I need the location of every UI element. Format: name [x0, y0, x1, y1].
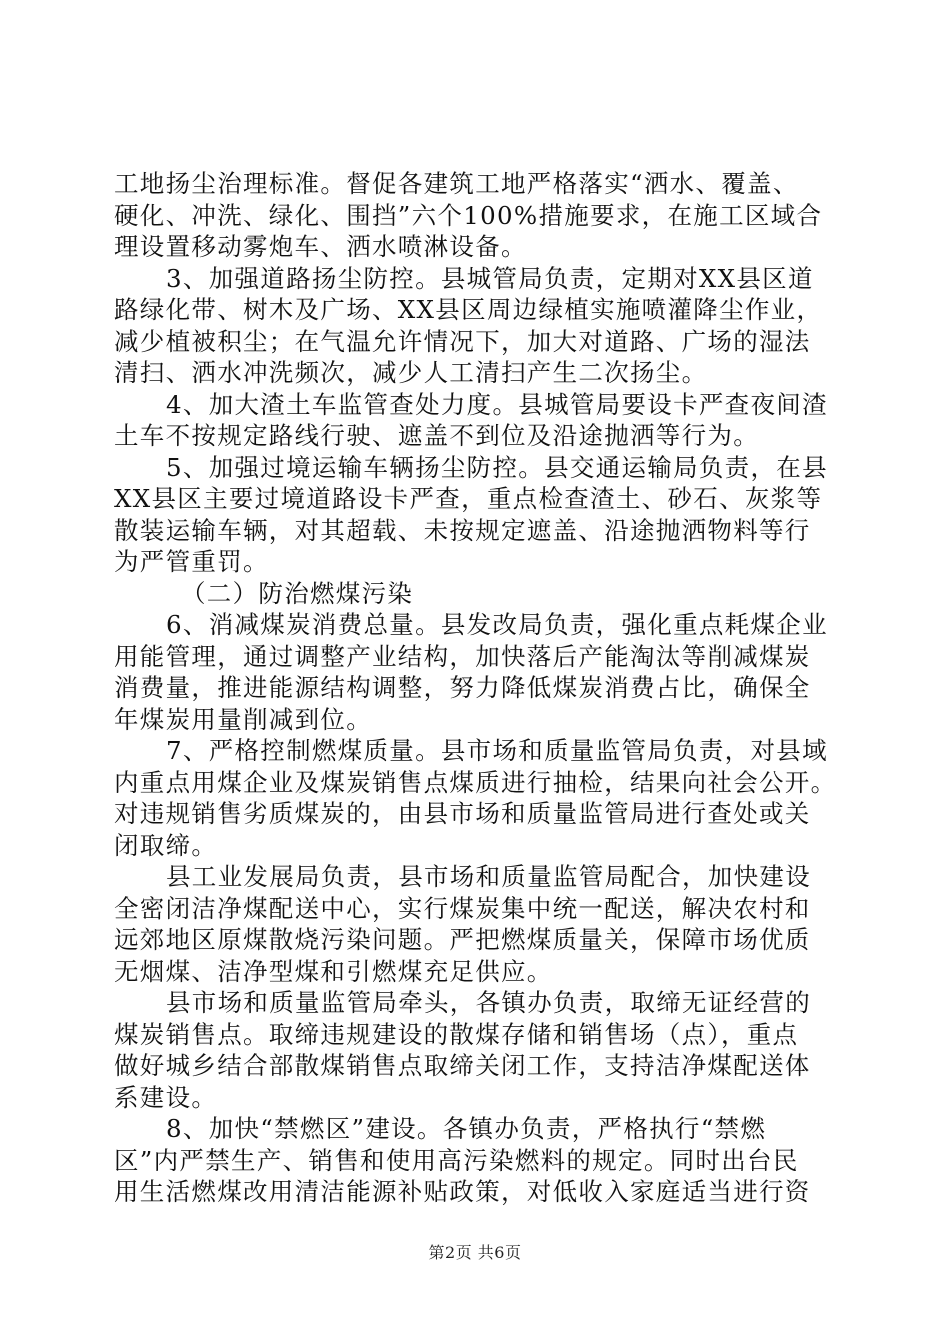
text-line: 县市场和质量监管局牵头，各镇办负责，取缔无证经营的 — [166, 988, 811, 1017]
document-body — [114, 168, 837, 1208]
text-line: 煤炭销售点。取缔违规建设的散煤存储和销售场（点），重点 — [114, 1019, 799, 1049]
text-line: 3、加强道路扬尘防控。县城管局负责，定期对XX县区道 — [166, 263, 814, 293]
section-heading: （二）防治燃煤污染 — [181, 578, 414, 608]
text-line: 全密闭洁净煤配送中心，实行煤炭集中统一配送，解决农村和 — [114, 893, 811, 923]
text-line: 路绿化带、树木及广场、XX县区周边绿植实施喷灌降尘作业， — [114, 295, 823, 324]
text-line: 县工业发展局负责，县市场和质量监管局配合，加快建设 — [166, 862, 811, 891]
text-line: 5、加强过境运输车辆扬尘防控。县交通运输局负责，在县 — [166, 452, 828, 482]
text-line: 区”内严禁生产、销售和使用高污染燃料的规定。同时出台民 — [114, 1145, 799, 1175]
text-line: 7、严格控制燃煤质量。县市场和质量监管局负责，对县域 — [166, 736, 828, 765]
text-line: 闭取缔。 — [114, 830, 218, 860]
text-line: 清扫、洒水冲洗频次，减少人工清扫产生二次扬尘。 — [114, 358, 708, 387]
text-line: 用生活燃煤改用清洁能源补贴政策，对低收入家庭适当进行资 — [114, 1177, 811, 1206]
paragraph-item-6 — [114, 609, 834, 735]
text-line: 系建设。 — [114, 1082, 218, 1112]
section-heading-coal — [114, 578, 834, 610]
text-line: 远郊地区原煤散烧污染问题。严把燃煤质量关，保障市场优质 — [114, 925, 811, 954]
text-line: 8、加快“禁燃区”建设。各镇办负责，严格执行“禁燃 — [166, 1114, 767, 1143]
text-line: 土车不按规定路线行驶、遮盖不到位及沿途抛洒等行为。 — [114, 421, 759, 450]
text-line: 做好城乡结合部散煤销售点取缔关闭工作，支持洁净煤配送体 — [114, 1051, 811, 1080]
paragraph-item-3 — [114, 263, 834, 389]
text-line: 6、消减煤炭消费总量。县发改局负责，强化重点耗煤企业 — [166, 610, 828, 639]
text-line: XX县区主要过境道路设卡严查，重点检查渣土、砂石、灰浆等 — [114, 484, 823, 513]
text-line: 减少植被积尘；在气温允许情况下，加大对道路、广场的湿法 — [114, 326, 811, 356]
paragraph-item-7 — [114, 735, 837, 861]
paragraph-dust-standard — [114, 168, 834, 263]
text-line: 内重点用煤企业及煤炭销售点煤质进行抽检，结果向社会公开。 — [114, 767, 837, 797]
text-line: 硬化、冲洗、绿化、围挡”六个100%措施要求，在施工区域合 — [114, 200, 823, 230]
paragraph-item-4 — [114, 389, 834, 452]
paragraph-item-8 — [114, 1113, 834, 1208]
page-number-footer: 第2页 共6页 — [428, 1243, 522, 1262]
text-line: 散装运输车辆，对其超载、未按规定遮盖、沿途抛洒物料等行 — [114, 515, 811, 545]
text-line: 4、加大渣土车监管查处力度。县城管局要设卡严查夜间渣 — [166, 389, 828, 419]
text-line: 理设置移动雾炮车、洒水喷淋设备。 — [114, 232, 527, 261]
paragraph-market-bureau — [114, 987, 834, 1113]
text-line: 用能管理，通过调整产业结构，加快落后产能淘汰等削减煤炭 — [114, 641, 811, 671]
paragraph-industry-bureau — [114, 861, 834, 987]
text-line: 对违规销售劣质煤炭的，由县市场和质量监管局进行查处或关 — [114, 799, 811, 828]
text-line: 年煤炭用量削减到位。 — [114, 704, 372, 734]
text-line: 为严管重罚。 — [114, 547, 269, 576]
text-line: 消费量，推进能源结构调整，努力降低煤炭消费占比，确保全 — [114, 673, 811, 702]
text-line: 工地扬尘治理标准。督促各建筑工地严格落实“洒水、覆盖、 — [114, 169, 799, 198]
paragraph-item-5 — [114, 452, 834, 578]
text-line: 无烟煤、洁净型煤和引燃煤充足供应。 — [114, 956, 553, 986]
